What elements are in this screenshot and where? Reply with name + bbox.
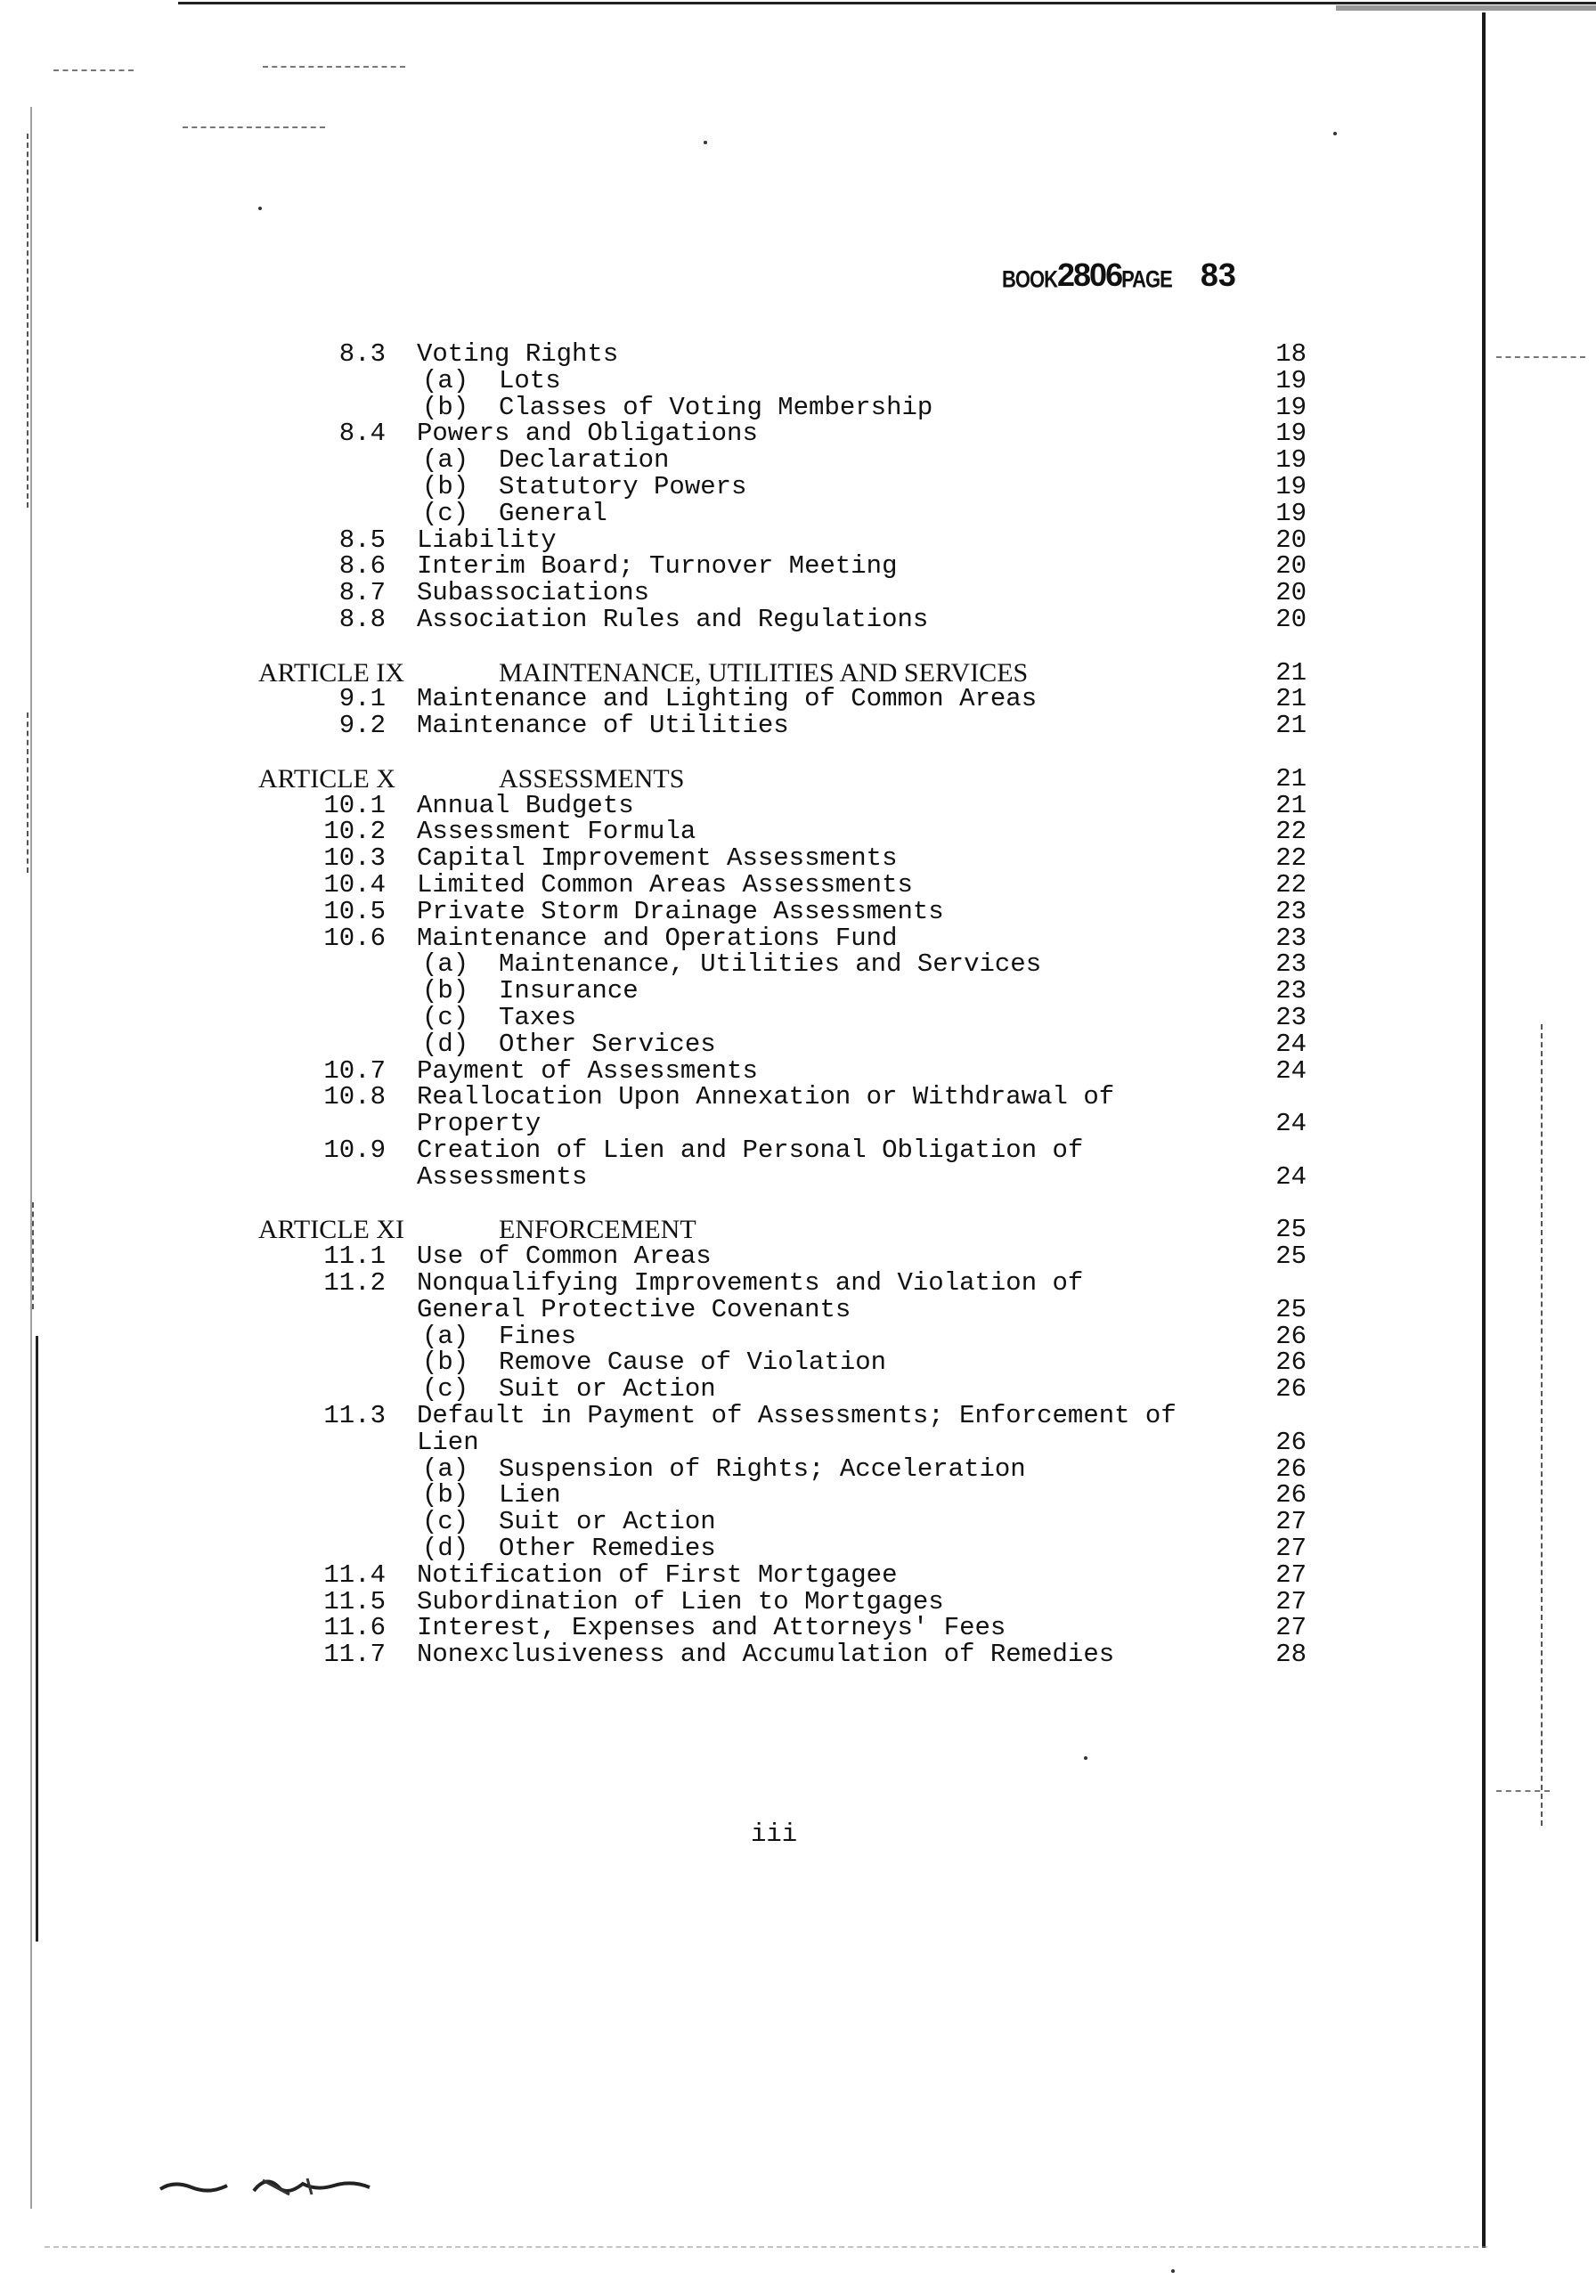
toc-sub-letter: (b) [422,1480,469,1510]
toc-row [0,607,1596,633]
scan-speck [704,141,707,144]
toc-section-number: 11.4 [323,1559,386,1590]
toc-page-number: 20 [1275,605,1307,634]
toc-row [0,1535,1596,1562]
toc-continuation-title: Lien [417,1427,479,1457]
toc-sub-letter: (a) [422,1321,469,1351]
toc-sub-title: Taxes [499,1003,577,1032]
toc-row [0,686,1596,712]
scan-edge-top [178,2,1596,4]
toc-row [0,447,1596,474]
toc-sub-title: Suit or Action [499,1507,716,1537]
toc-section-title: Limited Common Areas Assessments [417,870,913,900]
toc-page-number: 28 [1275,1640,1307,1670]
toc-page-number: 22 [1275,817,1307,847]
toc-page-number: 19 [1275,472,1307,501]
toc-row [0,951,1596,978]
toc-sub-letter: (a) [422,445,469,476]
toc-sub-title: Maintenance, Utilities and Services [499,949,1042,980]
toc-page-number: 23 [1275,896,1307,926]
toc-page-number: 25 [1275,1242,1307,1272]
toc-row [0,1243,1596,1270]
toc-sub-title: Suspension of Rights; Acceleration [499,1453,1026,1484]
toc-page-number: 25 [1275,1294,1307,1324]
toc-page-number: 27 [1275,1586,1307,1616]
toc-row [0,1031,1596,1058]
toc-section-number: 11.3 [323,1401,386,1430]
scan-artifact [53,69,134,73]
toc-section-title: Association Rules and Regulations [417,605,929,634]
toc-row [0,1615,1596,1641]
toc-page-number: 19 [1275,365,1307,395]
toc-sub-letter: (c) [422,1507,469,1537]
scan-speck [258,207,262,210]
toc-page-number: 23 [1275,949,1307,980]
toc-article-row [0,657,1596,688]
toc-section-title: Assessment Formula [417,817,696,847]
toc-sub-letter: (b) [422,976,469,1006]
toc-page-number: 27 [1275,1559,1307,1590]
toc-sub-title: Declaration [499,445,670,476]
toc-section-title: Default in Payment of Assessments; Enforcement of [417,1401,1177,1430]
toc-row [0,1137,1596,1164]
toc-page-number: 26 [1275,1374,1307,1404]
toc-page-number: 20 [1275,578,1307,608]
toc-sub-title: Suit or Action [499,1374,716,1404]
toc-page-number: 18 [1275,339,1307,369]
toc-row [0,1641,1596,1668]
toc-page-number: 23 [1275,1003,1307,1032]
toc-row [0,1005,1596,1031]
toc-section-number: 8.6 [338,551,386,582]
toc-row [0,1055,1596,1086]
toc-page-number: 24 [1275,1055,1307,1086]
toc-section-number: 9.1 [338,684,386,714]
toc-page-number: 26 [1275,1347,1307,1378]
toc-sub-title: Classes of Voting Membership [499,392,933,422]
toc-section-title: Annual Budgets [417,790,634,820]
toc-row [0,1586,1596,1616]
handwritten-initials-mark [156,2164,423,2200]
toc-section-number: 10.6 [323,923,386,953]
toc-page-number: 22 [1275,843,1307,874]
toc-row [0,1349,1596,1376]
toc-row [0,1323,1596,1350]
toc-row [0,498,1596,528]
toc-page-number: 27 [1275,1613,1307,1643]
toc-row [0,712,1596,739]
toc-sub-title: Fines [499,1321,577,1351]
toc-continuation-title: General Protective Covenants [417,1294,851,1324]
toc-section-number: 10.5 [323,896,386,926]
toc-sub-title: Other Remedies [499,1534,716,1563]
toc-row [0,1429,1596,1456]
toc-sub-letter: (b) [422,392,469,422]
toc-section-number: 10.1 [323,790,386,820]
toc-row [0,1453,1596,1484]
toc-section-title: Capital Improvement Assessments [417,843,898,874]
toc-row [0,925,1596,952]
toc-section-number: 10.7 [323,1055,386,1086]
toc-section-number: 10.2 [323,817,386,847]
toc-row [0,580,1596,607]
toc-page-number: 24 [1275,1029,1307,1059]
page-label: PAGE [1121,265,1172,293]
toc-page-number: 23 [1275,923,1307,953]
toc-row [0,1509,1596,1535]
toc-sub-letter: (a) [422,949,469,980]
toc-section-title: Voting Rights [417,339,619,369]
toc-sub-letter: (d) [422,1029,469,1059]
toc-section-title: Use of Common Areas [417,1242,712,1272]
toc-row [0,1559,1596,1590]
toc-sub-letter: (d) [422,1534,469,1563]
toc-row [0,341,1596,368]
toc-section-number: 8.3 [338,339,386,369]
toc-section-number: 8.4 [338,419,386,449]
toc-row [0,1111,1596,1137]
toc-page-number: 21 [1275,763,1307,794]
toc-page-number: 19 [1275,419,1307,449]
toc-section-number: 11.6 [323,1613,386,1643]
scan-artifact [183,126,325,130]
toc-section-title: Payment of Assessments [417,1055,758,1086]
toc-sub-title: Statutory Powers [499,472,747,501]
toc-page-number: 26 [1275,1321,1307,1351]
scan-artifact [263,66,405,69]
toc-section-title: Maintenance and Operations Fund [417,923,898,953]
toc-article-row [0,763,1596,794]
toc-sub-letter: (a) [422,1453,469,1484]
toc-article-number: ARTICLE X [258,763,396,794]
toc-sub-letter: (b) [422,1347,469,1378]
toc-section-title: Subordination of Lien to Mortgages [417,1586,944,1616]
book-page-stamp [1002,256,1236,292]
scan-speck [1333,132,1337,135]
toc-section-title: Subassociations [417,578,650,608]
toc-section-title: Creation of Lien and Personal Obligation of [417,1136,1084,1165]
toc-section-title: Maintenance and Lighting of Common Areas [417,684,1038,714]
toc-section-title: Private Storm Drainage Assessments [417,896,944,926]
toc-row [0,845,1596,872]
toc-section-number: 11.1 [323,1242,386,1272]
toc-page-number: 19 [1275,445,1307,476]
toc-page-number: 19 [1275,498,1307,528]
toc-row [0,420,1596,447]
toc-row [0,553,1596,580]
book-number: 2806 [1057,256,1122,293]
toc-section-title: Interim Board; Turnover Meeting [417,551,898,582]
toc-page-number: 26 [1275,1427,1307,1457]
toc-page-number: 21 [1275,790,1307,820]
toc-sub-title: Remove Cause of Violation [499,1347,887,1378]
toc-section-title: Nonqualifying Improvements and Violation of [417,1268,1084,1298]
toc-page-number: 20 [1275,551,1307,582]
toc-page-number: 23 [1275,976,1307,1006]
toc-section-number: 9.2 [338,711,386,741]
toc-section-number: 10.9 [323,1136,386,1165]
toc-section-number: 10.3 [323,843,386,874]
toc-row [0,392,1596,422]
toc-sub-title: Lien [499,1480,561,1510]
toc-section-number: 10.4 [323,870,386,900]
toc-section-number: 11.7 [323,1640,386,1670]
toc-sub-letter: (c) [422,1374,469,1404]
toc-continuation-title: Property [417,1109,542,1139]
toc-row [0,1294,1596,1324]
toc-page-number: 19 [1275,392,1307,422]
toc-row [0,1270,1596,1297]
toc-section-title: Nonexclusiveness and Accumulation of Remedies [417,1640,1115,1670]
toc-row [0,818,1596,845]
toc-section-title: Reallocation Upon Annexation or Withdrawal of [417,1082,1115,1112]
toc-sub-title: Lots [499,365,561,395]
toc-section-number: 11.5 [323,1586,386,1616]
toc-section-title: Notification of First Mortgagee [417,1559,898,1590]
toc-page-number: 21 [1275,657,1307,688]
toc-page-number: 20 [1275,525,1307,555]
toc-row [0,474,1596,501]
toc-sub-letter: (a) [422,365,469,395]
toc-article-title: ASSESSMENTS [499,763,685,794]
footer-page-number: iii [751,1820,798,1849]
toc-row [0,365,1596,395]
scan-edge-bottom [45,2246,1487,2249]
toc-page-number: 24 [1275,1161,1307,1192]
toc-section-number: 8.7 [338,578,386,608]
toc-section-title: Maintenance of Utilities [417,711,789,741]
toc-row [0,896,1596,926]
toc-row [0,1403,1596,1429]
toc-section-title: Liability [417,525,557,555]
toc-section-number: 8.5 [338,525,386,555]
scan-speck [1084,1756,1087,1760]
toc-row [0,1376,1596,1403]
toc-row [0,790,1596,820]
toc-article-row [0,1217,1596,1243]
toc-section-title: Powers and Obligations [417,419,758,449]
scan-speck [1171,2269,1175,2273]
toc-section-number: 11.2 [323,1268,386,1298]
toc-sub-title: Insurance [499,976,639,1006]
toc-article-title: ENFORCEMENT [499,1215,696,1245]
book-label: BOOK [1002,265,1057,293]
toc-article-title: MAINTENANCE, UTILITIES AND SERVICES [499,657,1029,688]
toc-row [0,978,1596,1005]
toc-sub-letter: (c) [422,1003,469,1032]
toc-continuation-title: Assessments [417,1161,588,1192]
toc-row [0,872,1596,899]
toc-sub-letter: (c) [422,498,469,528]
toc-sub-title: General [499,498,607,528]
scan-edge-top-shadow [1336,5,1596,11]
toc-row [0,1161,1596,1192]
toc-page-number: 22 [1275,870,1307,900]
toc-page-number: 21 [1275,711,1307,741]
toc-page-number: 25 [1275,1215,1307,1245]
toc-section-number: 8.8 [338,605,386,634]
toc-row [0,527,1596,554]
toc-section-title: Interest, Expenses and Attorneys' Fees [417,1613,1006,1643]
toc-row [0,1084,1596,1111]
toc-sub-title: Other Services [499,1029,716,1059]
toc-page-number: 24 [1275,1109,1307,1139]
toc-page-number: 26 [1275,1453,1307,1484]
toc-sub-letter: (b) [422,472,469,501]
page-number: 83 [1200,256,1236,293]
toc-article-number: ARTICLE IX [258,657,405,688]
toc-section-number: 10.8 [323,1082,386,1112]
toc-page-number: 21 [1275,684,1307,714]
toc-page-number: 26 [1275,1480,1307,1510]
toc-row [0,1482,1596,1509]
toc-article-number: ARTICLE XI [258,1215,405,1245]
toc-page-number: 27 [1275,1507,1307,1537]
toc-page-number: 27 [1275,1534,1307,1563]
